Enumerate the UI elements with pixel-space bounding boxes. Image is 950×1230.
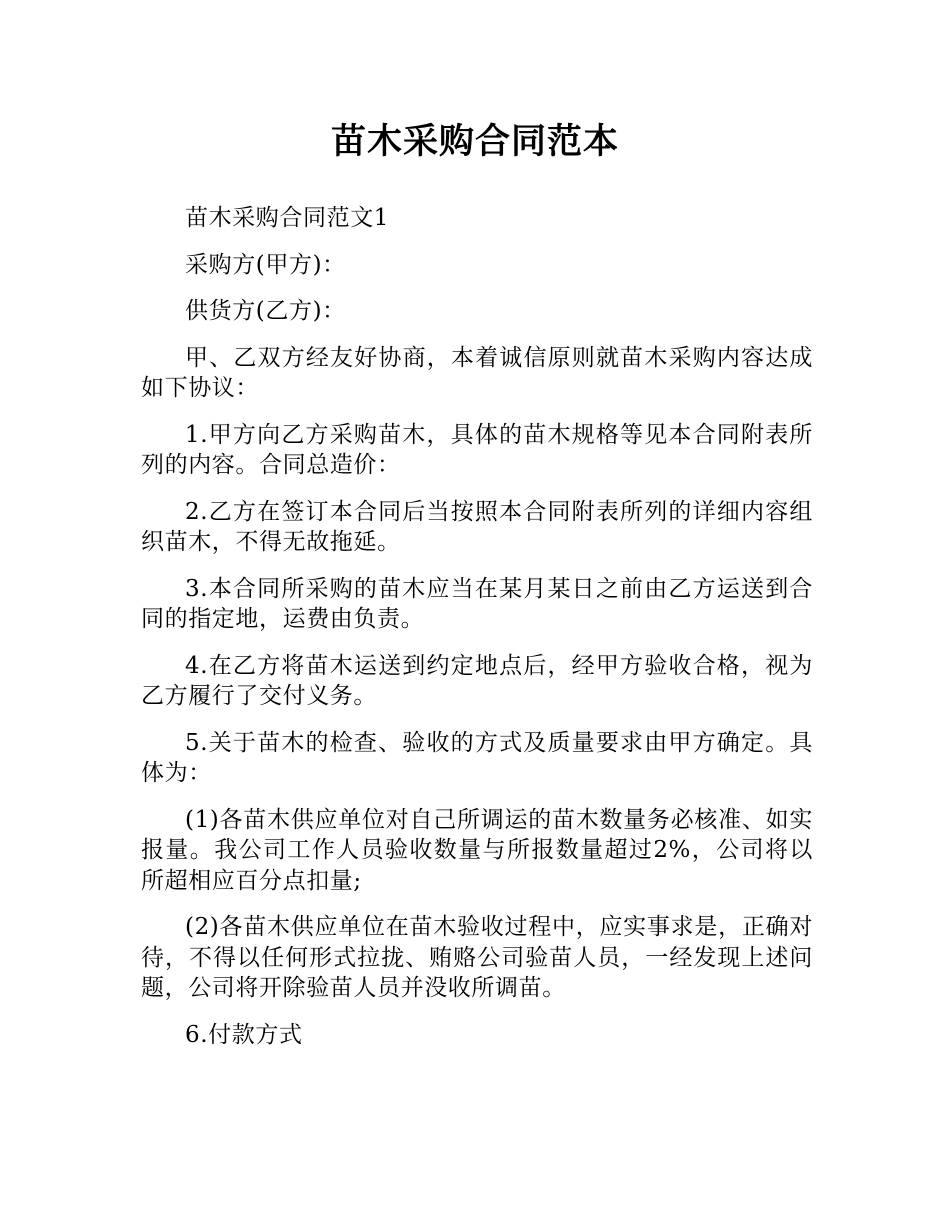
paragraph-clause-1: 1.甲方向乙方采购苗木，具体的苗木规格等见本合同附表所列的内容。合同总造价： — [141, 421, 813, 478]
document-title: 苗木采购合同范本 — [330, 122, 619, 162]
paragraph-clause-6: 6.付款方式 — [185, 1021, 303, 1048]
paragraph-clause-4: 4.在乙方将苗木运送到约定地点后，经甲方验收合格，视为乙方履行了交付义务。 — [141, 652, 813, 709]
paragraph-clause-5-item-1: (1)各苗木供应单位对自己所调运的苗木数量务必核准、如实报量。我公司工作人员验收数量与所报数量超过2%，公司将以所超相应百分点扣量; — [141, 806, 813, 894]
paragraph-subtitle: 苗木采购合同范文1 — [185, 205, 390, 231]
paragraph-buyer: 采购方(甲方)： — [185, 251, 346, 278]
paragraph-clause-2: 2.乙方在签订本合同后当按照本合同附表所列的详细内容组织苗木，不得无故拖延。 — [141, 498, 813, 555]
paragraph-clause-5: 5.关于苗木的检查、验收的方式及质量要求由甲方确定。具体为： — [141, 729, 813, 786]
paragraph-clause-3: 3.本合同所采购的苗木应当在某月某日之前由乙方运送到合同的指定地，运费由负责。 — [141, 575, 813, 632]
document-body — [141, 203, 813, 1066]
paragraph-supplier: 供货方(乙方)： — [185, 298, 346, 324]
paragraph-clause-5-item-2: (2)各苗木供应单位在苗木验收过程中，应实事求是，正确对待，不得以任何形式拉拢、贿赂公司验苗人员，一经发现上述问题，公司将开除验苗人员并没收所调苗。 — [141, 914, 813, 1001]
paragraph-preamble: 甲、乙双方经友好协商，本着诚信原则就苗木采购内容达成如下协议： — [141, 344, 813, 401]
